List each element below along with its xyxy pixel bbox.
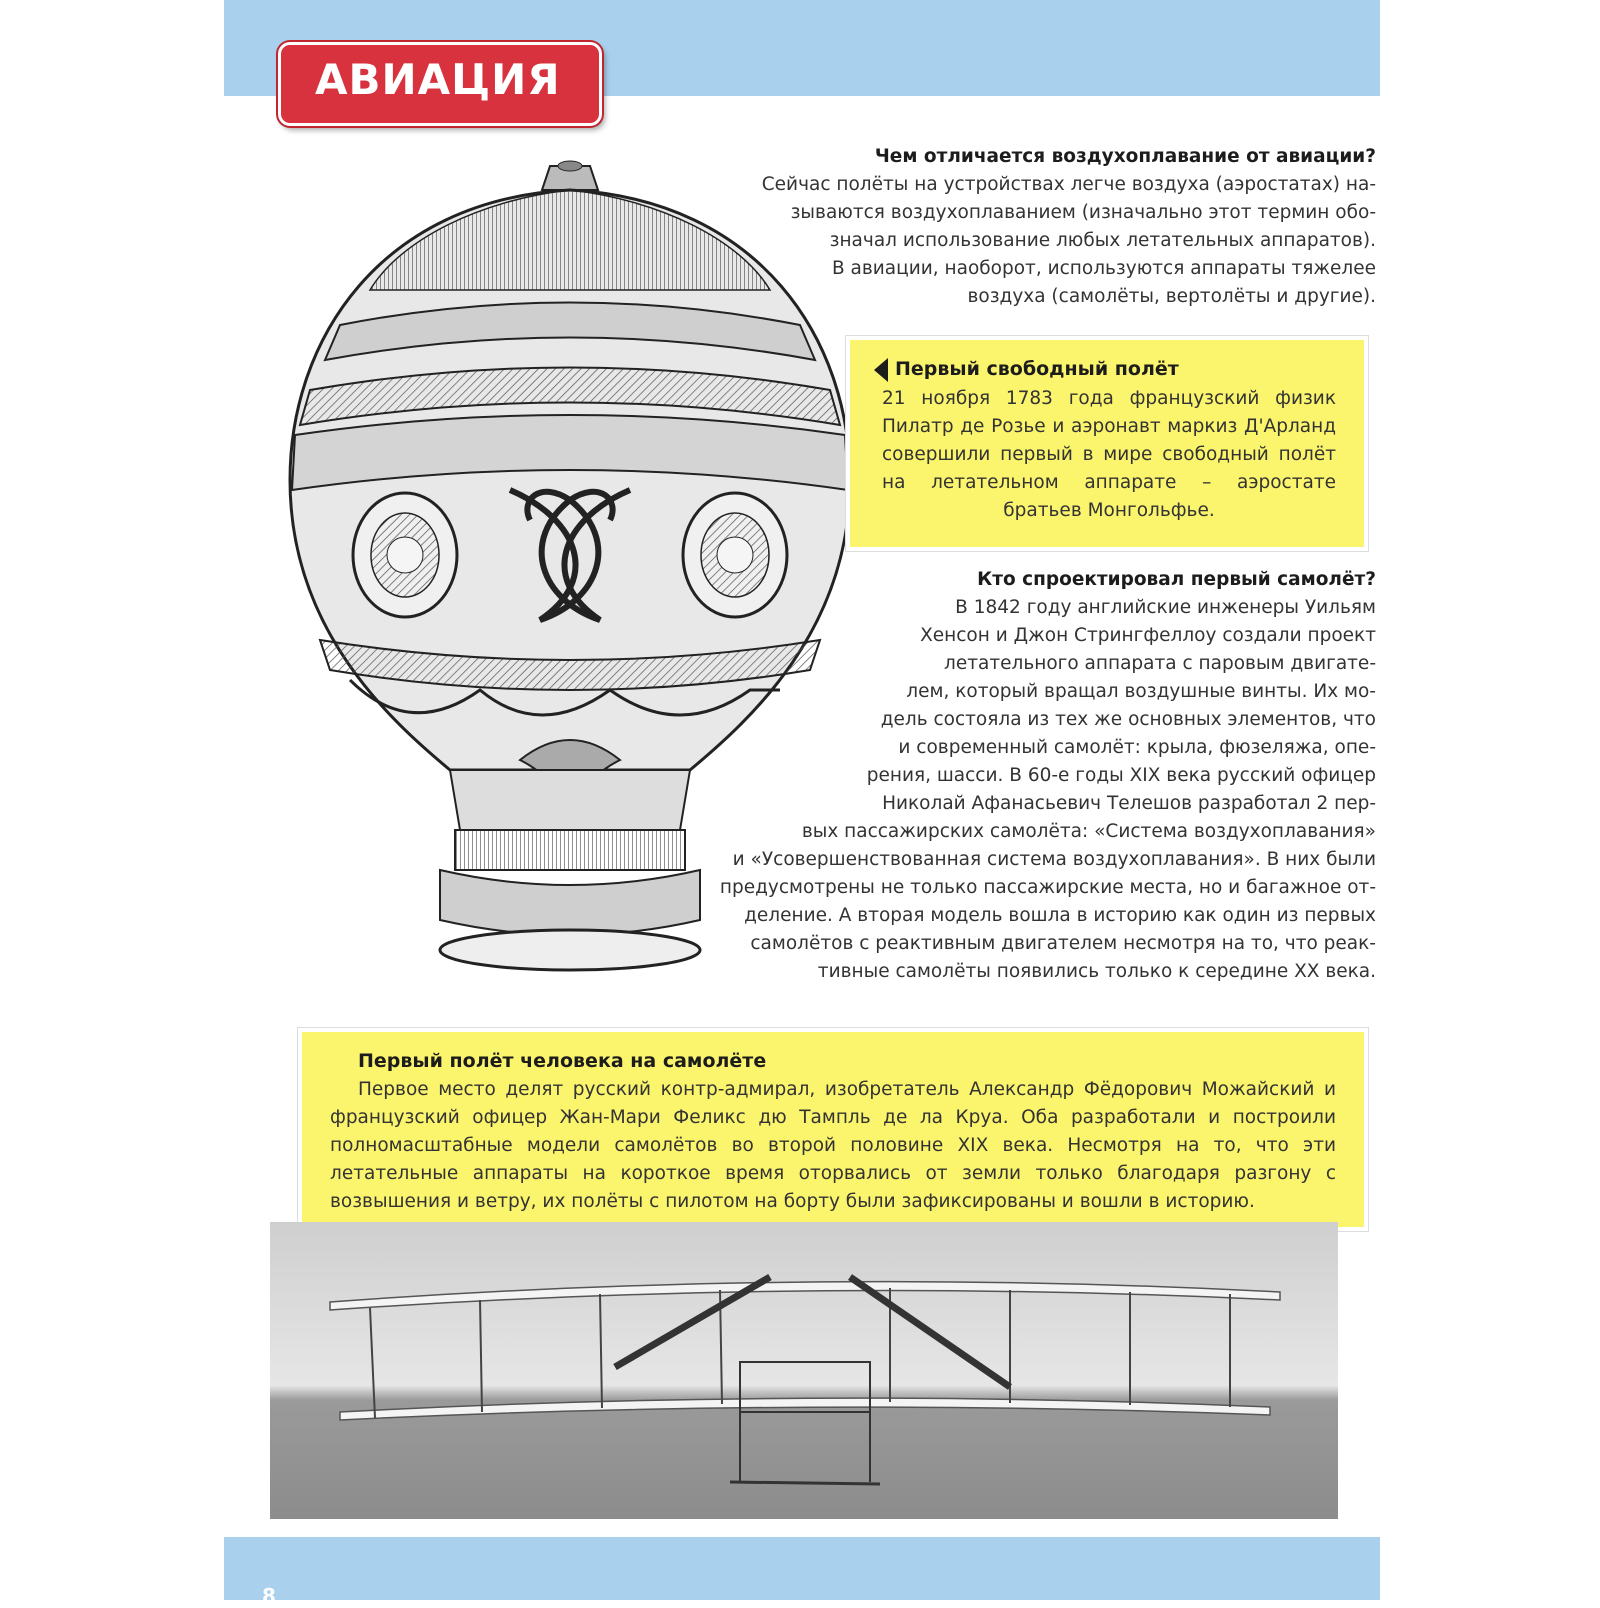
q2-line: дель состояла из тех же основных элементов, что [880, 709, 1376, 730]
q2-line: предусмотрены не только пассажирские места, но и багажное от- [719, 877, 1376, 898]
section-title-badge [278, 42, 602, 126]
q2-line: В 1842 году английские инженеры Уильям [955, 597, 1376, 618]
first-flight-text: Первое место делят русский контр-адмирал, изобретатель Александр Фёдорович Можайский и французский офицер Жан-Мари Феликс дю Тампль де ла Круа. Оба разработали и построили полномасштабные модели самолётов во второй половине XIX века. Несмотря на то, что эти летательные аппараты на короткое время оторвались от земли только благодаря разгону с возвышения и ветру, их полёты с пилотом на борту были зафиксированы и вошли в историю. [330, 1079, 1336, 1212]
question-aviation-heading: Чем отличается воздухоплавание от авиации? [874, 146, 1376, 167]
q2-line: Хенсон и Джон Стрингфеллоу создали проект [920, 625, 1376, 646]
q2-line: и современный самолёт: крыла, фюзеляжа, опе- [898, 737, 1376, 758]
free-flight-heading: Первый свободный полёт [895, 358, 1179, 380]
q2-line: лем, который вращал воздушные винты. Их мо- [906, 681, 1376, 702]
q2-line: самолётов с реактивным двигателем несмотря на то, что реак- [750, 933, 1376, 954]
free-flight-box [850, 340, 1364, 547]
biplane-photo [270, 1222, 1338, 1519]
q1-line: значал использование любых летательных аппаратов). [829, 230, 1376, 251]
q2-line: и «Усовершенствованная система воздухоплавания». В них были [732, 849, 1376, 870]
q1-line: воздуха (самолёты, вертолёты и другие). [967, 286, 1376, 307]
q2-line: летательного аппарата с паровым двигате- [944, 653, 1376, 674]
question-first-plane-heading: Кто спроектировал первый самолёт? [977, 569, 1376, 590]
page-number: 8 [262, 1584, 276, 1608]
q2-line: рения, шасси. В 60-е годы XIX века русский офицер [866, 765, 1376, 786]
q2-line: вых пассажирских самолёта: «Система воздухоплавания» [801, 821, 1376, 842]
q2-line: Николай Афанасьевич Телешов разработал 2 пер- [882, 793, 1376, 814]
first-flight-heading: Первый полёт человека на самолёте [358, 1050, 767, 1072]
q2-line: тивные самолёты появились только к середине XX века. [817, 961, 1376, 982]
question-first-plane-block [690, 566, 1376, 986]
q1-line: Сейчас полёты на устройствах легче воздуха (аэростатах) на- [761, 174, 1376, 195]
first-flight-box [302, 1032, 1364, 1227]
q2-line: деление. А вторая модель вошла в историю как один из первых [744, 905, 1376, 926]
q1-line: В авиации, наоборот, используются аппараты тяжелее [831, 258, 1376, 279]
bottom-band [224, 1537, 1380, 1600]
left-arrow-icon [874, 358, 888, 382]
q1-line: зываются воздухоплаванием (изначально этот термин обо- [790, 202, 1376, 223]
section-title: АВИАЦИЯ [315, 55, 561, 104]
free-flight-text: 21 ноября 1783 года французский физик Пилатр де Розье и аэронавт маркиз Д'Арланд совершили первый в мире свободный полёт на летательном аппарате – аэростате братьев Монгольфье. [882, 388, 1336, 521]
